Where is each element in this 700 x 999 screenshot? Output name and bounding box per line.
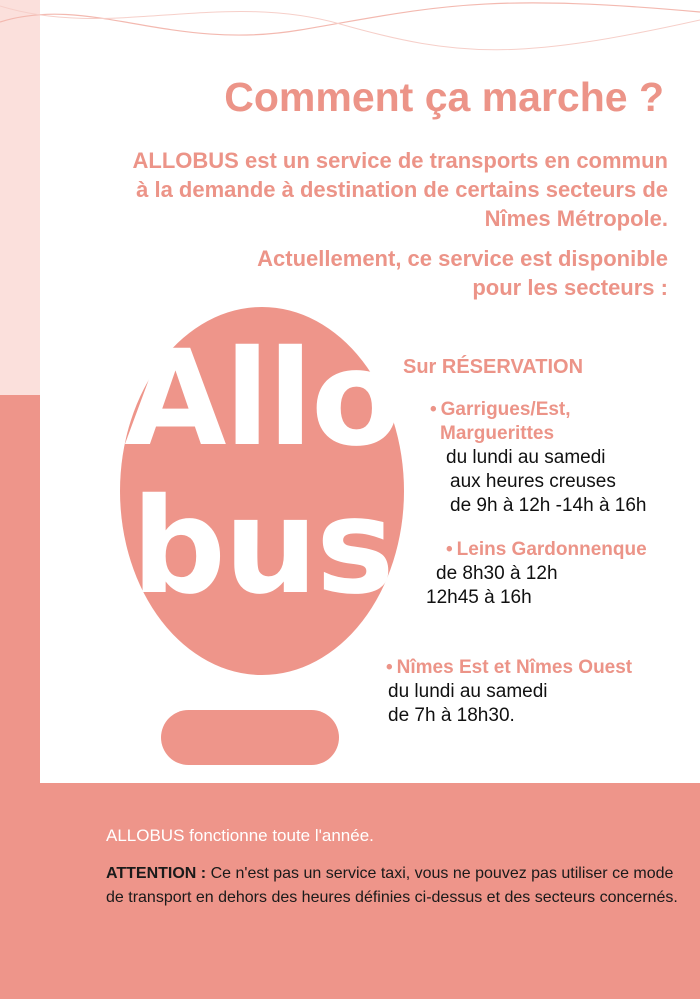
- sector-name: • Leins Gardonnenque: [446, 539, 647, 560]
- sector-schedule: de 9h à 12h -14h à 16h: [450, 495, 647, 516]
- bullet-icon: •: [430, 399, 437, 420]
- reservation-title: Sur RÉSERVATION: [403, 356, 584, 378]
- sector-leins: [426, 538, 647, 610]
- sector-schedule: du lundi au samedi: [388, 681, 548, 702]
- attention-notice: [106, 862, 686, 910]
- page-title: Comment ça marche ?: [224, 74, 664, 120]
- availability-line: pour les secteurs :: [472, 275, 668, 300]
- bullet-icon: •: [386, 657, 393, 678]
- intro-line: Nîmes Métropole.: [484, 206, 668, 231]
- intro-line: à la demande à destination de certains secteurs de: [136, 177, 668, 202]
- logo-wordmark: [120, 322, 404, 624]
- attention-label: ATTENTION :: [106, 865, 207, 882]
- sector-schedule: aux heures creuses: [450, 471, 616, 492]
- logo-base-pill: [161, 710, 339, 765]
- sector-garrigues: [430, 398, 647, 518]
- bullet-icon: •: [446, 539, 453, 560]
- sector-schedule: de 7h à 18h30.: [388, 705, 515, 726]
- sector-schedule: 12h45 à 16h: [426, 587, 532, 608]
- availability-line: Actuellement, ce service est disponible: [257, 246, 668, 271]
- logo-line-allo: Allo: [124, 322, 400, 476]
- availability-text: [48, 244, 668, 302]
- sector-schedule: du lundi au samedi: [446, 447, 606, 468]
- sector-schedule: de 8h30 à 12h: [436, 563, 558, 584]
- allobus-logo: [120, 307, 404, 687]
- logo-line-bus: bus: [131, 470, 393, 624]
- intro-text: [48, 146, 668, 233]
- attention-text: Ce n'est pas un service taxi, vous ne pouvez pas utiliser ce mode de transport en dehors des heures définies ci-dessus et des secteurs concernés.: [106, 865, 678, 906]
- sector-name: Marguerittes: [440, 423, 555, 444]
- intro-line: ALLOBUS est un service de transports en commun: [132, 148, 668, 173]
- sector-name: • Nîmes Est et Nîmes Ouest: [386, 657, 633, 678]
- year-round-notice: ALLOBUS fonctionne toute l'année.: [106, 826, 374, 845]
- sector-nimes: [386, 656, 632, 728]
- side-strip-light: [0, 0, 40, 420]
- sector-name: • Garrigues/Est,: [430, 399, 571, 420]
